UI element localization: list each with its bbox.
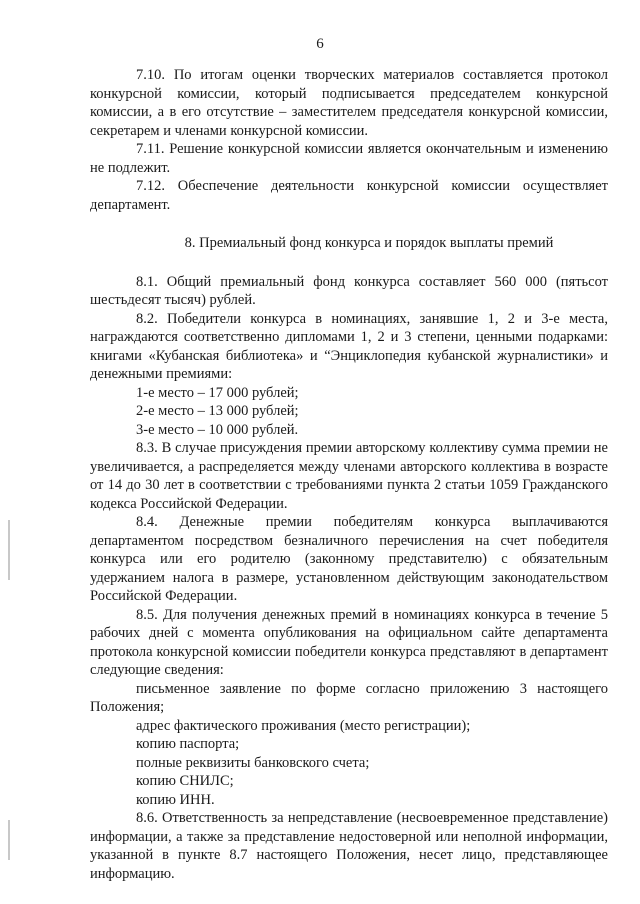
document-item-application: письменное заявление по форме согласно приложению 3 настоящего Положения; (90, 680, 608, 715)
paragraph-8-2: 8.2. Победители конкурса в номинациях, занявшие 1, 2 и 3-е места, награждаются соответственно дипломами 1, 2 и 3 степени, ценными подарками: книгами «Кубанская библиотека» и “Энциклопедия кубанской журналистики» и денежными премиями: (90, 310, 608, 382)
scan-edge-mark (8, 520, 10, 580)
document-item: копию СНИЛС; (136, 773, 234, 789)
paragraph-8-5: 8.5. Для получения денежных премий в номинациях конкурса в течение 5 рабочих дней с момента опубликования на официальном сайте департамента протокола конкурсной комиссии победители конкурса представляют в департамент следующие сведения: (90, 606, 608, 678)
section-8-heading: 8. Премиальный фонд конкурса и порядок выплаты премий (184, 235, 554, 251)
prize-item: 3-е место – 10 000 рублей. (136, 421, 299, 438)
document-item: полные реквизиты банковского счета; (136, 754, 370, 771)
paragraph-7-10: 7.10. По итогам оценки творческих материалов составляется протокол конкурсной комиссии, который подписывается председателем конкурсной комиссии, а в его отсутствие – заместителем председателя конкурсной комиссии, секретарем и членами конкурсной комиссии. (90, 67, 608, 139)
page-number: 6 (316, 36, 324, 52)
paragraph-7-12: 7.12. Обеспечение деятельности конкурсной комиссии осуществляет департамент. (90, 178, 608, 213)
paragraph-8-6: 8.6. Ответственность за непредставление (несвоевременное представление) информации, а также за представление недостоверной или неполной информации, указанной в пункте 8.7 настоящего Положения, несет лицо, представляющее информацию. (90, 810, 608, 882)
scan-edge-mark (8, 820, 10, 860)
document-item: копию паспорта; (136, 736, 240, 752)
paragraph-8-1: 8.1. Общий премиальный фонд конкурса составляет 560 000 (пятьсот шестьдесят тысяч) рублей. (90, 273, 608, 308)
paragraph-8-3: 8.3. В случае присуждения премии авторскому коллективу сумма премии не увеличивается, а распределяется между членами авторского коллектива в возрасте от 14 до 30 лет в соответствии с требованиями пункта 2 статьи 1059 Гражданского кодекса Российской Федерации. (90, 440, 608, 512)
document-item: адрес фактического проживания (место регистрации); (136, 717, 471, 734)
paragraph-7-11: 7.11. Решение конкурсной комиссии является окончательным и изменению не подлежит. (90, 141, 608, 176)
prize-item: 1-е место – 17 000 рублей; (136, 384, 299, 401)
document-item: копию ИНН. (136, 791, 215, 808)
document-body (90, 66, 608, 883)
prize-item: 2-е место – 13 000 рублей; (136, 403, 299, 419)
paragraph-8-4: 8.4. Денежные премии победителям конкурса выплачиваются департаментом посредством безналичного перечисления на счет победителя конкурса или его родителю (законному представителю) с обязательным удержанием налога в размере, установленном действующим законодательством Российской Федерации. (90, 514, 608, 604)
